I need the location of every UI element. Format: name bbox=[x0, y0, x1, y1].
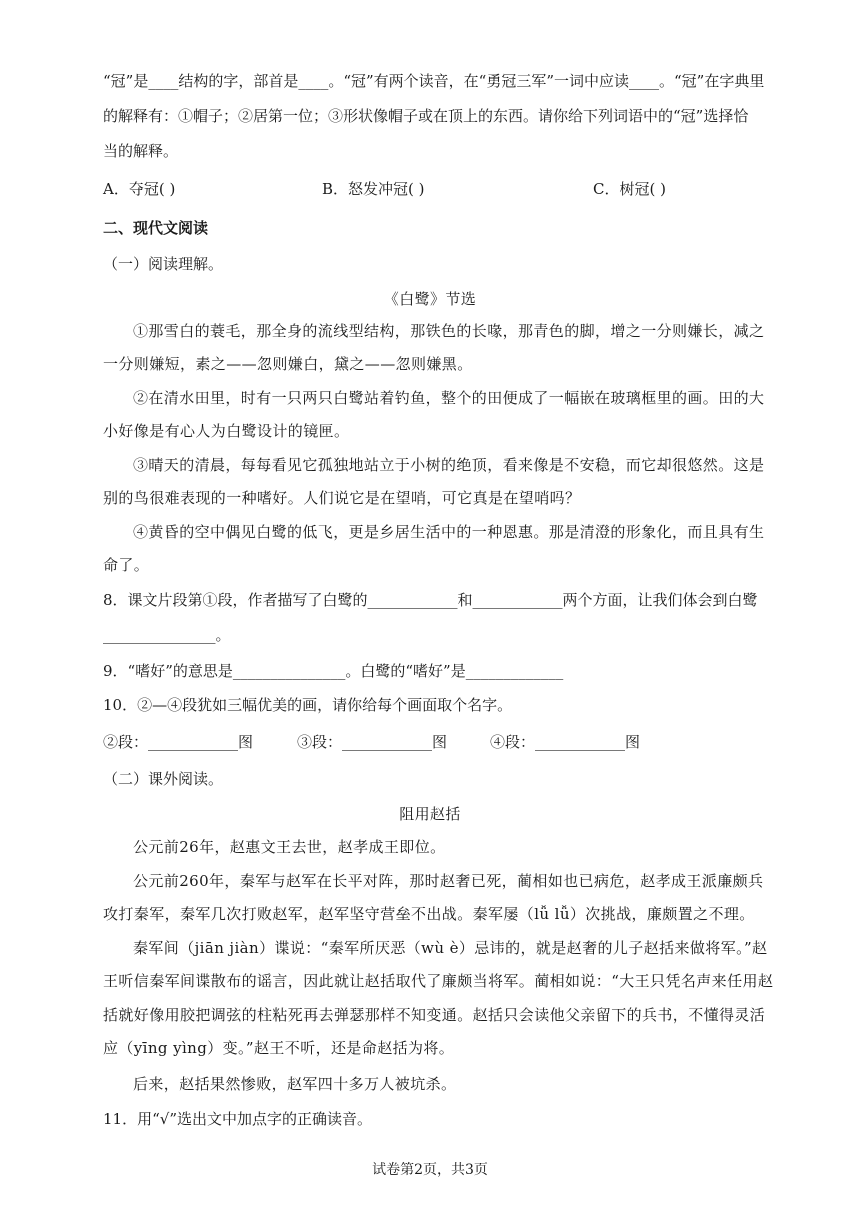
q8-line-1: 8．课文片段第①段，作者描写了白鹭的____________和____________两个方面，让我们体会到白鹭 bbox=[103, 591, 758, 609]
passage2-line: 括就好像用胶把调弦的柱粘死再去弹瑟那样不知变通。赵括只会读他父亲留下的兵书，不懂得灵活 bbox=[103, 1006, 766, 1024]
q7-line-2: 的解释有：①帽子；②居第一位；③形状像帽子或在顶上的东西。请你给下列词语中的“冠”选择恰 bbox=[103, 107, 749, 125]
q10-blank-4: ④段：____________图 bbox=[490, 733, 641, 751]
q11: 11．用“√”选出文中加点字的正确读音。 bbox=[103, 1110, 372, 1128]
page-footer: 试卷第2页，共3页 bbox=[372, 1162, 488, 1178]
passage2-line: 王听信秦军间谍散布的谣言，因此就让赵括取代了廉颇当将军。蔺相如说：“大王只凭名声来任用赵 bbox=[103, 972, 774, 990]
passage2-line: 公元前260年，秦军与赵军在长平对阵，那时赵奢已死，蔺相如也已病危，赵孝成王派廉颇兵 bbox=[133, 872, 764, 890]
q7-line-3: 当的解释。 bbox=[103, 142, 179, 160]
q10: 10．②—④段犹如三幅优美的画，请你给每个画面取个名字。 bbox=[103, 696, 513, 714]
passage1-line: ④黄昏的空中偶见白鹭的低飞，更是乡居生活中的一种恩惠。那是清澄的形象化，而且具有生 bbox=[133, 523, 765, 541]
passage2-title: 阻用赵括 bbox=[399, 805, 461, 823]
passage1-line: 别的鸟很难表现的一种嗜好。人们说它是在望哨，可它真是在望哨吗？ bbox=[103, 489, 581, 507]
q7-option-c: C．树冠( ) bbox=[593, 180, 666, 198]
q9: 9．“嗜好”的意思是_______________。白鹭的“嗜好”是_____________ bbox=[103, 662, 564, 680]
passage1-line: ①那雪白的蓑毛，那全身的流线型结构，那铁色的长喙，那青色的脚，增之一分则嫌长，减之 bbox=[133, 322, 765, 340]
section-heading: 二、现代文阅读 bbox=[103, 219, 209, 237]
q7-option-a: A．夺冠( ) bbox=[103, 180, 176, 198]
passage1-line: 一分则嫌短，素之——忽则嫌白，黛之——忽则嫌黑。 bbox=[103, 355, 473, 373]
passage2-line: 秦军间（jiān jiàn）谍说：“秦军所厌恶（wù è）忌讳的，就是赵奢的儿子赵括来做将军。”赵 bbox=[133, 939, 768, 957]
passage1-line: ③晴天的清晨，每每看见它孤独地站立于小树的绝顶，看来像是不安稳，而它却很悠然。这是 bbox=[133, 456, 765, 474]
part2-label: （二）课外阅读。 bbox=[103, 770, 224, 788]
passage2-line: 公元前26年，赵惠文王去世，赵孝成王即位。 bbox=[133, 838, 446, 856]
passage2-line: 攻打秦军，秦军几次打败赵军，赵军坚守营垒不出战。秦军屡（lǚ lǚ）次挑战，廉颇置之不理。 bbox=[103, 905, 755, 923]
passage1-line: ②在清水田里，时有一只两只白鹭站着钓鱼，整个的田便成了一幅嵌在玻璃框里的画。田的大 bbox=[133, 389, 765, 407]
passage1-line: 命了。 bbox=[103, 556, 150, 574]
q8-line-2: _______________。 bbox=[103, 626, 231, 644]
q7-line-1: “冠”是____结构的字，部首是____。“冠”有两个读音，在“勇冠三军”一词中应读____。“冠”在字典里 bbox=[103, 72, 765, 90]
passage1-title: 《白鹭》节选 bbox=[383, 290, 477, 308]
q10-blank-3: ③段：____________图 bbox=[297, 733, 448, 751]
passage2-line: 后来，赵括果然惨败，赵军四十多万人被坑杀。 bbox=[133, 1075, 457, 1093]
part1-label: （一）阅读理解。 bbox=[103, 255, 224, 273]
passage1-line: 小好像是有心人为白鹭设计的镜匣。 bbox=[103, 422, 350, 440]
q10-blank-2: ②段：____________图 bbox=[103, 733, 254, 751]
q7-option-b: B．怒发冲冠( ) bbox=[322, 180, 425, 198]
passage2-line: 应（yīng yìng）变。”赵王不听，还是命赵括为将。 bbox=[103, 1039, 455, 1057]
